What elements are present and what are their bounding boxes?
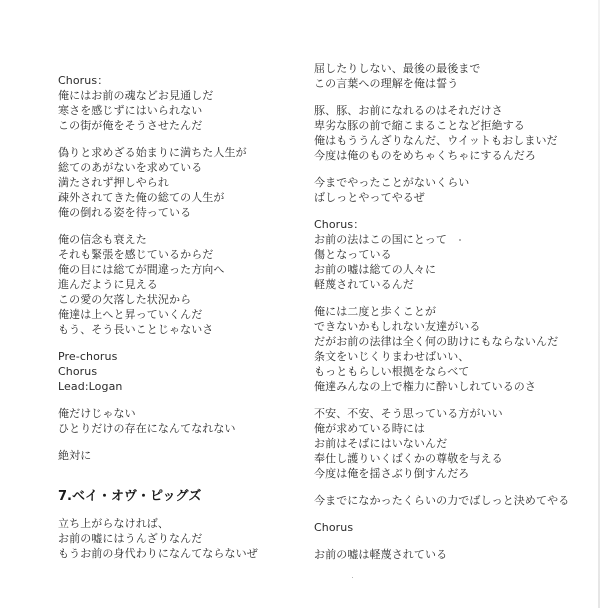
lyric-line: この言葉への理解を俺は誓う [314,77,459,90]
lyric-line: 俺の倒れる姿を待っている [58,206,192,219]
lyric-line: 不安、不安、そう思っている方がいい [314,407,503,420]
lyric-line: 奉仕し護りいくばくかの尊敬を与える [314,452,503,465]
lyric-line: お前の嘘にはうんざりなんだ [58,532,203,545]
lyric-line: もうお前の身代わりになんてならないぜ [58,547,258,560]
lyric-line: お前の法はこの国にとって [314,233,447,246]
lyric-line: できないかもしれない友達がいる [314,320,481,333]
lyric-line: 屈したりしない、最後の最後まで [314,62,481,75]
lyric-line: 俺にはお前の魂などお見通しだ [58,89,214,102]
lyric-line: 傷となっている [314,248,392,261]
lyric-line: もう、そう長いことじゃないさ [58,323,214,336]
section-label: Chorus [314,521,354,534]
section-label: Chorus [58,365,98,378]
lyric-line: 俺だけじゃない [58,407,136,420]
lyric-line: 俺達は上へと昇っていくんだ [58,308,203,321]
lyric-line: ひとりだけの存在になんてなれない [58,422,236,435]
lyric-line: 俺には二度と歩くことが [314,305,437,318]
lyric-line: 進んだように見える [58,278,158,291]
lyric-line: 寒さを感じずにはいられない [58,104,203,117]
lyric-line: 軽蔑されているんだ [314,278,414,291]
section-label: Chorus： [314,218,365,231]
lyric-line: 卑劣な豚の前で縮こまることなど拒絶する [314,119,525,132]
lyric-line: 俺達みんなの上で権力に酔いしれているのさ [314,380,536,393]
lyric-line: 今度は俺を揺さぶり倒すんだろ [314,467,470,480]
lyric-line: ばしっとやってやるぜ [314,191,425,204]
lyric-line: もっともらしい根拠をならべて [314,365,470,378]
scan-speck [352,577,353,578]
lyric-line: 今度は俺のものをめちゃくちゃにするんだろ [314,149,536,162]
lyric-line: 満たされず押しやられ [58,176,169,189]
scan-speck [459,239,461,241]
lyric-line: 今までやったことがないくらい [314,176,470,189]
lyric-line: 俺の目には総てが間違った方向へ [58,263,225,276]
lyric-line: 立ち上がらなければ、 [58,517,169,530]
lyric-line: 偽りと求めざる始まりに満ちた人生が [58,146,247,159]
lyric-line: お前の嘘は軽蔑されている [314,548,448,561]
lyric-line: 今までになかったくらいの力でばしっと決めてやる [314,494,570,507]
lyric-line: 絶対に [58,449,92,462]
lyric-line: 俺が求めている時には [314,422,425,435]
lyric-line: 俺の信念も衰えた [58,233,147,246]
lyric-line: お前はそばにはいないんだ [314,437,448,450]
section-label: Lead:Logan [58,380,123,393]
lyric-line: それも緊張を感じているからだ [58,248,214,261]
lyric-line: 豚、豚、お前になれるのはそれだけさ [314,104,503,117]
lyric-line: 総てのあがないを求めている [58,161,203,174]
lyric-line: お前の嘘は総ての人々に [314,263,437,276]
lyric-line: 条文をいじくりまわせばいい、 [314,350,470,363]
lyric-line: Chorus： [58,74,109,87]
lyric-line: この街が俺をそうさせたんだ [58,119,203,132]
lyric-line: だがお前の法律は全く何の助けにもならないんだ [314,335,559,348]
lyric-line: 疎外されてきた俺の総ての人生が [58,191,225,204]
song-title: 7.ベイ・オヴ・ピッグズ [58,489,202,504]
section-label: Pre-chorus [58,350,118,363]
lyric-line: この愛の欠落した状況から [58,293,192,306]
lyric-line: 俺はもううんざりなんだ、ウイットもおしまいだ [314,134,558,147]
